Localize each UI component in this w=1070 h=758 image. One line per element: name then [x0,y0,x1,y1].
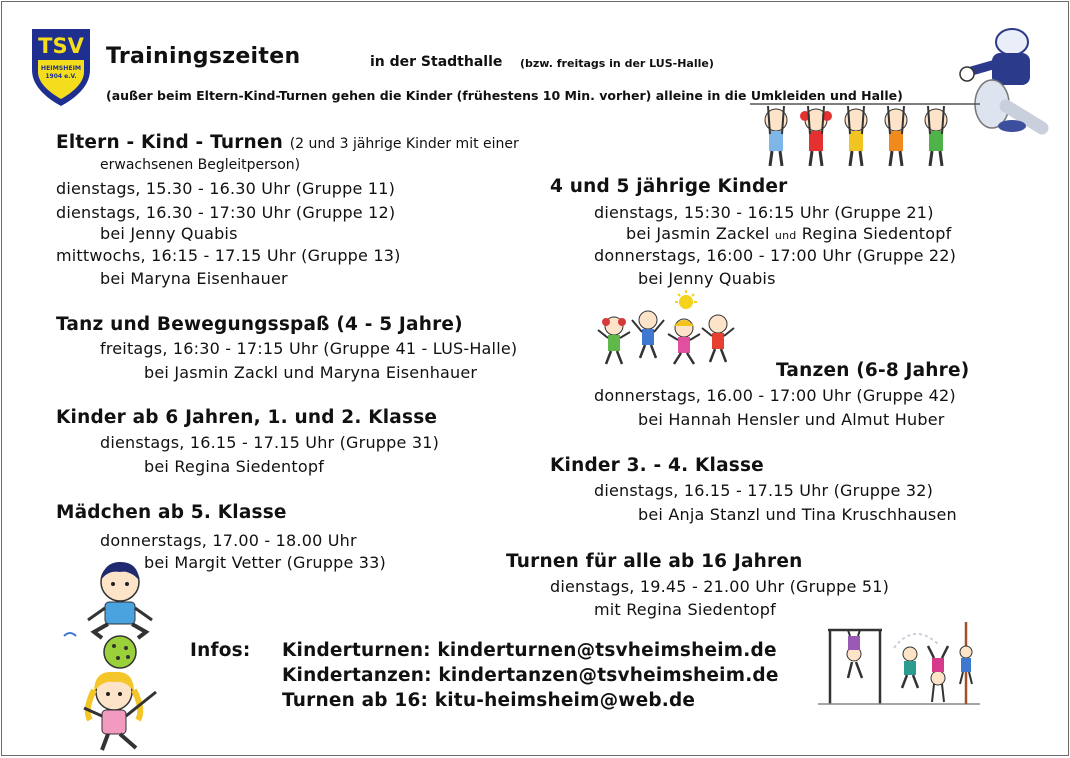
turnen-16-trainer: mit Regina Siedentopf [594,600,776,619]
kinder-4-5-trainer-1 [626,224,951,243]
eltern-kind-trainer-1: bei Jenny Quabis [100,224,238,243]
kinder-4-5-trainer-und: und [774,229,797,242]
mascot-figure [960,29,1042,132]
infos-label: Infos: [190,640,251,661]
ball-icon [104,636,136,668]
training-schedule-page [1,1,1069,756]
infos-row-1: Kinderturnen: kinderturnen@tsvheimsheim.de [282,640,777,661]
section-title-eltern-kind [56,132,519,153]
kinder-4-5-trainer-1a: bei Jasmin Zackel [626,224,770,243]
maedchen-title: Mädchen ab 5. Klasse [56,502,287,523]
eltern-kind-note-1: (2 und 3 jährige Kinder mit einer [289,136,519,152]
kinder-4-5-line-2: donnerstags, 16:00 - 17:00 Uhr (Gruppe 22) [594,246,957,265]
eltern-kind-line-2: dienstags, 16.30 - 17:30 Uhr (Gruppe 12) [56,203,396,222]
infos-row-3: Turnen ab 16: kitu-heimsheim@web.de [282,690,696,711]
tanzen-line-1: donnerstags, 16.00 - 17:00 Uhr (Gruppe 42) [594,386,956,405]
infos-row-2: Kindertanzen: kindertanzen@tsvheimsheim.de [282,665,779,686]
tanzen-title: Tanzen (6-8 Jahre) [776,360,970,381]
kinder-3-4-title: Kinder 3. - 4. Klasse [550,455,764,476]
turnen-16-line-1: dienstags, 19.45 - 21.00 Uhr (Gruppe 51) [550,577,890,596]
kinder-6-title: Kinder ab 6 Jahren, 1. und 2. Klasse [56,407,438,428]
tanzen-trainer: bei Hannah Hensler und Almut Huber [638,410,945,429]
gymnastics-kids-illustration [814,618,984,714]
kinder-6-line-1: dienstags, 16.15 - 17.15 Uhr (Gruppe 31) [100,433,440,452]
hanging-kids [750,104,980,166]
top-kid [88,562,152,638]
tanz-bewegung-title: Tanz und Bewegungsspaß (4 - 5 Jahre) [56,314,463,335]
bottom-kid [84,672,156,750]
eltern-kind-line-1: dienstags, 15.30 - 16.30 Uhr (Gruppe 11) [56,179,396,198]
eltern-kind-trainer-2: bei Maryna Eisenhauer [100,269,288,288]
kinder-4-5-line-1: dienstags, 15:30 - 16:15 Uhr (Gruppe 21) [594,203,934,222]
tanz-bewegung-line-1: freitags, 16:30 - 17:15 Uhr (Gruppe 41 - LUS-Halle) [100,339,518,358]
kinder-6-trainer: bei Regina Siedentopf [144,457,325,476]
location-note: (bzw. freitags in der LUS-Halle) [520,57,714,70]
turnen-16-title: Turnen für alle ab 16 Jahren [506,551,803,572]
logo-main-text: TSV [38,34,84,58]
stacked-kids-illustration [58,560,174,752]
tanz-bewegung-trainer: bei Jasmin Zackl und Maryna Eisenhauer [144,363,478,382]
kinder-3-4-line-1: dienstags, 16.15 - 17.15 Uhr (Gruppe 32) [594,481,934,500]
climbing-rope [960,622,972,704]
jumping-kids-illustration [592,290,742,370]
location-text: in der Stadthalle [370,54,503,70]
sun-icon [675,290,697,309]
kinder-4-5-title: 4 und 5 jährige Kinder [550,176,788,197]
logo-sub-text-1: HEIMSHEIM [40,65,82,72]
maedchen-line-1: donnerstags, 17.00 - 18.00 Uhr [100,531,357,550]
header-note: (außer beim Eltern-Kind-Turnen gehen die Kinder (frühestens 10 Min. vorher) alleine in die Umkleiden und Halle) [106,88,903,103]
eltern-kind-title: Eltern - Kind - Turnen [56,132,284,153]
kinder-4-5-trainer-2: bei Jenny Quabis [638,269,776,288]
eltern-kind-note-2: erwachsenen Begleitperson) [100,157,301,173]
page-title: Trainingszeiten [106,44,301,69]
maedchen-trainer: bei Margit Vetter (Gruppe 33) [144,553,387,572]
tsv-logo [28,26,94,108]
eltern-kind-line-3: mittwochs, 16:15 - 17.15 Uhr (Gruppe 13) [56,246,401,265]
kinder-3-4-trainer: bei Anja Stanzl und Tina Kruschhausen [638,505,957,524]
mascot-and-hanging-kids-illustration [750,16,1050,176]
logo-sub-text-2: 1904 e.V. [45,73,77,80]
kinder-4-5-trainer-1b: Regina Siedentopf [801,224,952,243]
